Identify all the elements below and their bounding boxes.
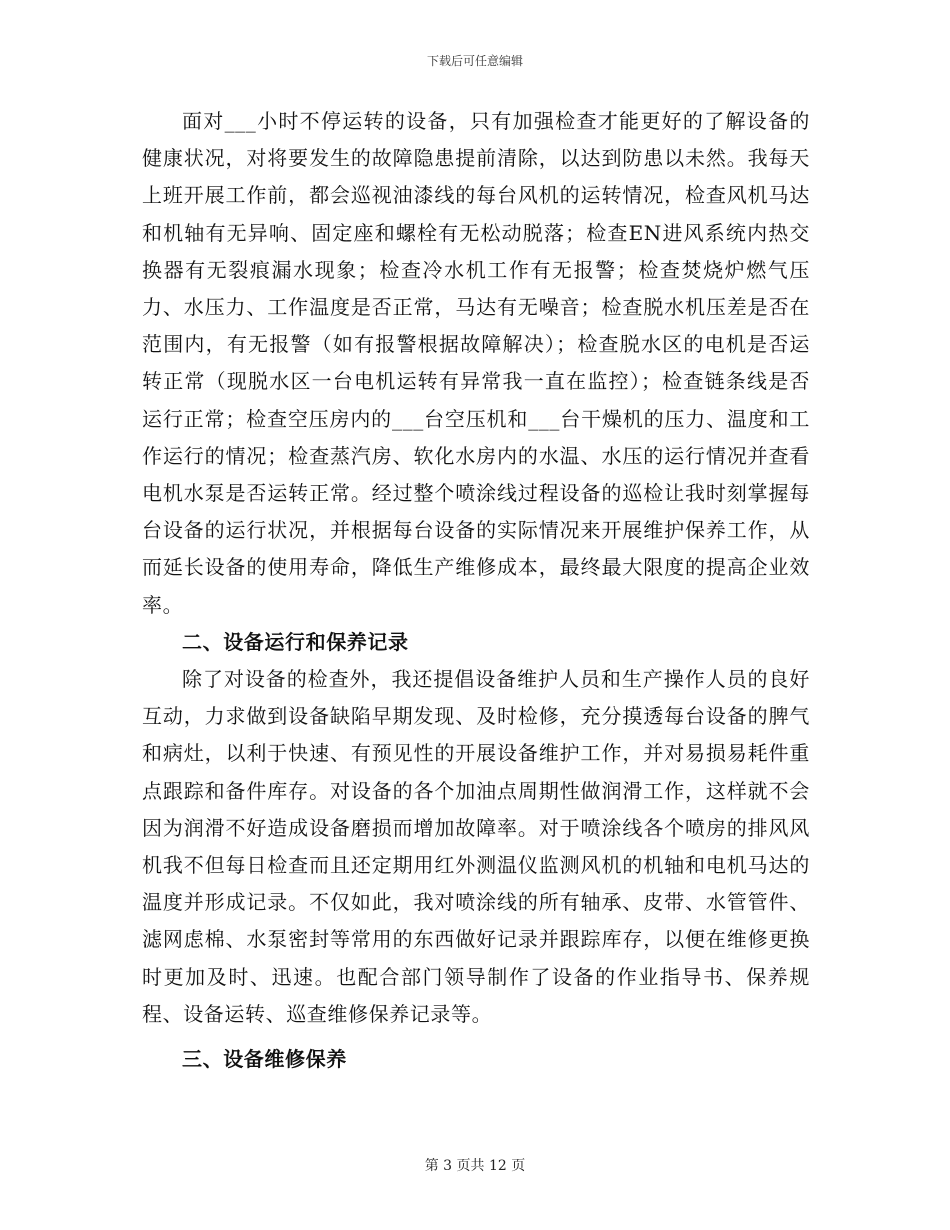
section-heading-3: 三、设备维修保养: [182, 1047, 347, 1072]
paragraph-inspection: 面对___小时不停运转的设备，只有加强检查才能更好的了解设备的健康状况，对将要发生的故障隐患提前清除，以达到防患以未然。我每天上班开展工作前，都会巡视油漆线的每台风机的运转情况，检查风机马达和机轴有无异响、固定座和螺栓有无松动脱落；检查EN进风系统内热交换器有无裂痕漏水现象；检查冷水机工作有无报警；检查焚烧炉燃气压力、水压力、工作温度是否正常，马达有无噪音；检查脱水机压差是否在范围内，有无报警（如有报警根据故障解决）；检查脱水区的电机是否运转正常（现脱水区一台电机运转有异常我一直在监控）；检查链条线是否运行正常；检查空压房内的___台空压机和___台干燥机的压力、温度和工作运行的情况；检查蒸汽房、软化水房内的水温、水压的运行情况并查看电机水泵是否运转正常。经过整个喷涂线过程设备的巡检让我时刻掌握每台设备的运行状况，并根据每台设备的实际情况来开展维护保养工作，从而延长设备的使用寿命，降低生产维修成本，最终最大限度的提高企业效率。: [142, 109, 810, 617]
page-number: 第 3 页共 12 页: [424, 1158, 526, 1174]
section-heading-2: 二、设备运行和保养记录: [182, 629, 409, 654]
paragraph-records: 除了对设备的检查外，我还提倡设备维护人员和生产操作人员的良好互动，力求做到设备缺陷早期发现、及时检修，充分摸透每台设备的脾气和病灶，以利于快速、有预见性的开展设备维护工作，并对易损易耗件重点跟踪和备件库存。对设备的各个加油点周期性做润滑工作，这样就不会因为润滑不好造成设备磨损而增加故障率。对于喷涂线各个喷房的排风风机我不但每日检查而且还定期用红外测温仪监测风机的机轴和电机马达的温度并形成记录。不仅如此，我对喷涂线的所有轴承、皮带、水管管件、滤网虑棉、水泵密封等常用的东西做好记录并跟踪库存，以便在维修更换时更加及时、迅速。也配合部门领导制作了设备的作业指导书、保养规程、设备运转、巡查维修保养记录等。: [142, 667, 810, 1026]
page-header: 下载后可任意编辑: [426, 54, 523, 68]
document-body: [142, 103, 810, 1078]
